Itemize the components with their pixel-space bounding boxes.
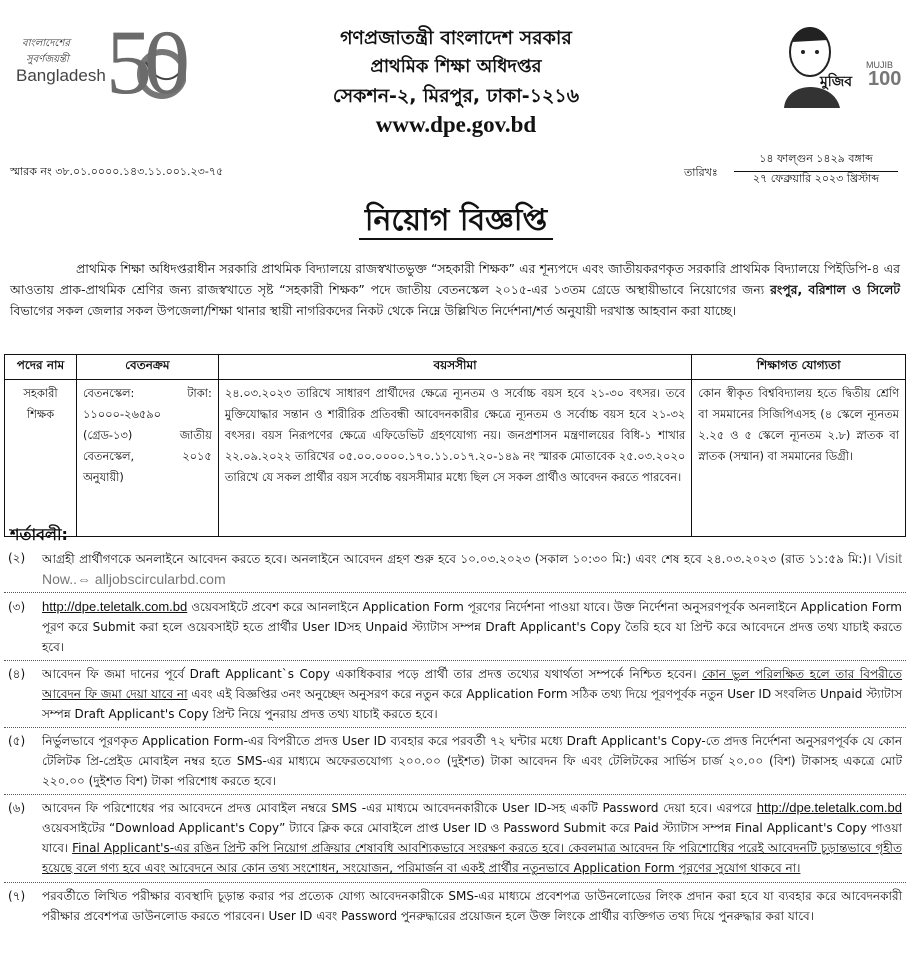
condition-underlined: Final Applicant's-এর রঙিন প্রিন্ট কপি নিয়োগ প্রক্রিয়ার শেষাবধি আবশ্যিকভাবে সংরক্ষণ করতে হবে। কেবলমাত্র আবেদন ফি পরিশোধিের পরেই আবেদনটি চূড়ান্তভাবে গৃহীত হয়েছে বলে গণ্য হবে এবং আবেদনে আর কোন তথ্য সংশোধন, সংযোজন, পরিমার্জন বা একই প্রার্থীর নতুনভাবে Application Form পূরণের সুযোগ থাকবে না। [42, 841, 902, 875]
condition-number: (৭) [8, 889, 26, 903]
condition-3 [8, 597, 902, 657]
condition-text: আগ্রহী প্রার্থীগণকে অনলাইনে আবেদন করতে হবে। অনলাইনে আবেদন গ্রহণ শুরু হবে ১০.০৩.২০২৩ (সকাল ১০:৩০ মি:) এবং শেষ হবে ২৪.০৩.২০২৩ (রাত ১১:৫৯ মি:)। [42, 552, 872, 566]
requirements-table [4, 354, 906, 537]
website-link[interactable]: www.dpe.gov.bd [375, 112, 537, 137]
teletalk-link[interactable]: http://dpe.teletalk.com.bd [42, 599, 188, 614]
condition-text-2: ওয়েবসাইটের “Download Applicant's Copy” ট্যাবে ক্লিক করে মোবাইলে প্রাপ্ত User ID ও Password Submit করে Paid স্ট্যাটাস সম্পন্ন Final Applicant's Copy পাওয়া যাবে। [42, 821, 902, 855]
header-pay: বেতনক্রম [76, 355, 218, 380]
header-edu: শিক্ষাগত যোগ্যতা [692, 355, 906, 380]
condition-number: (৪) [8, 667, 26, 681]
logo-50: 50 [106, 11, 182, 113]
table-header-row [5, 355, 906, 380]
mujib-100-text: 100 [868, 68, 902, 90]
intro-divisions: রংপুর, বরিশাল ও সিলেট [770, 282, 900, 297]
teletalk-link[interactable]: http://dpe.teletalk.com.bd [756, 800, 902, 815]
divider [4, 592, 906, 593]
condition-2 [8, 548, 902, 590]
condition-text: আবেদন ফি পরিশোধের পর আবেদনে প্রদত্ত মোবাইল নম্বরে SMS -এর মাধ্যমে আবেদনকারীকে User ID-সহ একটি Password দেয়া হবে। এরপরে [42, 801, 752, 815]
divider [4, 794, 906, 795]
memo-number: স্মারক নং ৩৮.০১.০০০০.১৪৩.১১.০০১.২৩-৭৫ [10, 165, 224, 178]
condition-6 [8, 798, 902, 878]
table-row [5, 380, 906, 537]
watermark-text: Visit Now..⇔ alljobscircularbd.com [42, 550, 902, 587]
mujib-latin-text: MUJIB [866, 60, 893, 70]
logo-text-2: সুবর্ণজয়ন্তী [26, 54, 69, 65]
intro-text-2: বিভাগের সকল জেলার সকল উপজেলা/শিক্ষা থানার স্থায়ী নাগরিকদের নিকট থেকে নিম্নে উল্লিখিত নির্দেশনা/শর্ত অনুযায়ী দরখাস্ত আহবান করা যাচ্ছে। [10, 303, 737, 318]
notice-title: নিয়োগ বিজ্ঞপ্তি [0, 196, 912, 247]
condition-text: আবেদন ফি জমা দানের পূর্বে Draft Applicant`s Copy একাধিকবার পড়ে প্রার্থী তার প্রদত্ত তথ্যের যথার্থতা সম্পর্কে নিশ্চিত হবেন। [42, 667, 697, 681]
condition-underlined: কোন ভুল পরিলক্ষিত হলে তার বিপরীতে আবেদন ফি জমা দেয়া যাবে না [42, 667, 902, 701]
intro-paragraph [10, 258, 900, 321]
cell-post: সহকারী শিক্ষক [5, 380, 77, 537]
divider [4, 882, 906, 883]
address: সেকশন-২, মিরপুর, ঢাকা-১২১৬ [332, 85, 580, 107]
date-bangla: ১৪ ফাল্গুন ১৪২৯ বঙ্গাব্দ [734, 150, 898, 172]
date-english: ২৭ ফেব্রুয়ারি ২০২৩ খ্রিস্টাব্দ [752, 172, 880, 185]
logo-text-3: Bangladesh [16, 66, 106, 85]
header-age: বয়সসীমা [218, 355, 691, 380]
condition-text-2: এবং এই বিজ্ঞপ্তির ৩নং অনুচ্ছেদ অনুসরণ করে নতুন করে Application Form সঠিক তথ্য দিয়ে পূরণপূর্বক নতুন User ID সংবলিত Unpaid স্ট্যাটাস সম্পন্ন Draft Applicant's Copy প্রিন্ট নিয়ে পুনরায় প্রদত্ত তথ্য যাচাই করতে হবে। [42, 687, 902, 721]
condition-number: (৩) [8, 600, 26, 614]
cell-pay: বেতনস্কেল: টাকা: ১১০০০-২৬৫৯০ (গ্রেড-১৩) জাতীয় বেতনস্কেল, ২০১৫ অনুযায়ী) [76, 380, 218, 537]
govt-name: গণপ্রজাতন্ত্রী বাংলাদেশ সরকার [340, 27, 572, 49]
date-label: তারিখঃ [684, 166, 718, 179]
intro-text-1: প্রাথমিক শিক্ষা অধিদপ্তরাধীন সরকারি প্রাথমিক বিদ্যালয়ে রাজস্বখাতভুক্ত “সহকারী শিক্ষক” এর শূন্যপদে এবং জাতীয়করণকৃত সরকারি প্রাথমিক বিদ্যালয়ে পিইডিপি-৪ এর আওতায় প্রাক-প্রাথমিক শ্রেণির জন্য রাজস্বখাতে সৃষ্ট “সহকারী শিক্ষক” পদে জাতীয় বেতনস্কেল ২০১৫-এর ১৩তম গ্রেডে অস্থায়ীভাবে নিয়োগের জন্য [10, 261, 900, 297]
condition-number: (৫) [8, 734, 26, 748]
condition-text: ওয়েবসাইটে প্রবেশ করে আনলাইনে Application Form পূরণের নির্দেশনা পাওয়া যাবে। উক্ত নির্দেশনা অনুসরণপূর্বক অনলাইনে Application Form পূরণ করে Submit করা হলে ওয়েবসাইট হতে প্রার্থীর User IDসহ Unpaid স্ট্যাটাস সম্পন্ন Draft Applicant's Copy তৈরি হবে যা প্রিন্ট করে আবেদনে প্রদত্ত তথ্য যাচাই করতে হবে। [42, 600, 902, 654]
logo-text-1: বাংলাদেশের [22, 38, 70, 49]
cell-age: ২৪.০৩.২০২৩ তারিখে সাধারণ প্রার্থীদের ক্ষেত্রে ন্যূনতম ও সর্বোচ্চ বয়স হবে ২১-৩০ বৎসর। তবে মুক্তিযোদ্ধার সন্তান ও শারীরিক প্রতিবন্ধী আবেদনকারীর ক্ষেত্রে ন্যূনতম ও সর্বোচ্চ বয়স হবে ২১-৩২ বৎসর। বয়স নিরূপণের ক্ষেত্রে এফিডেভিট গ্রহণযোগ্য নয়। জনপ্রশাসন মন্ত্রণালয়ের বিধি-১ শাখার ২২.০৯.২০২২ তারিখের ০৫.০০.০০০০.১৭০.১১.০১৭.২০-১৪৯ নং স্মারক মোতাবেক ২৫.০৩.২০২০ তারিখে যে সকল প্রার্থীর বয়স সর্বোচ্চ বয়সসীমার মধ্যে ছিল সে সকল প্রার্থীও আবেদন করতে পারবেন। [218, 380, 691, 537]
divider [4, 660, 906, 661]
directorate-name: প্রাথমিক শিক্ষা অধিদপ্তর [370, 56, 542, 77]
condition-5 [8, 731, 902, 791]
condition-number: (৬) [8, 801, 26, 815]
condition-text: নির্ভুলভাবে পূরণকৃত Application Form-এর বিপরীতে প্রদত্ত User ID ব্যবহার করে পরবর্তী ৭২ ঘন্টার মধ্যে Draft Applicant's Copy-তে প্রদত্ত নির্দেশনা অনুসরণপূর্বক যে কোন টেলিটক প্রি-প্রেইড মোবাইল নম্বর হতে SMS-এর মাধ্যমে অফেরতযোগ্য ২০০.০০ (দুইশত) টাকা আবেদন ফি এবং টেলিটকের সার্ভিস চার্জ ২০.০০ (বিশ) টাকাসহ একত্রে মোট ২২০.০০ (দুইশত বিশ) টাকা পরিশোধ করতে হবে। [42, 734, 902, 788]
cell-edu: কোন স্বীকৃত বিশ্ববিদ্যালয় হতে দ্বিতীয় শ্রেণি বা সমমানের সিজিপিএসহ (৪ স্কেলে ন্যূনতম ২.২৫ ও ৫ স্কেলে ন্যূনতম ২.৮) স্নাতক বা স্নাতক (সম্মান) বা সমমানের ডিগ্রী। [692, 380, 906, 537]
condition-4 [8, 664, 902, 724]
conditions-title: শর্তাবলী: [10, 525, 68, 544]
condition-text: পরবর্তীতে লিখিত পরীক্ষার ব্যবস্থাদি চূড়ান্ত করার পর প্রত্যেক যোগ্য আবেদনকারীকে SMS-এর মাধ্যমে প্রবেশপত্র ডাউনলোডের লিংক প্রদান করা হবে যা ব্যবহার করে আবেদনকারী পরীক্ষার প্রবেশপত্র ডাউনলোড করতে পারবেন। User ID এবং Password পুনরুদ্ধারের প্রয়োজন হলে উক্ত লিংকে প্রার্থীর ব্যক্তিগত তথ্য দিয়ে পুনরুদ্ধার করা যাবে। [42, 889, 902, 923]
condition-number: (২) [8, 551, 26, 565]
header-post: পদের নাম [5, 355, 77, 380]
condition-7 [8, 886, 902, 926]
mujib-text: মুজিব [820, 74, 853, 90]
divider [4, 727, 906, 728]
